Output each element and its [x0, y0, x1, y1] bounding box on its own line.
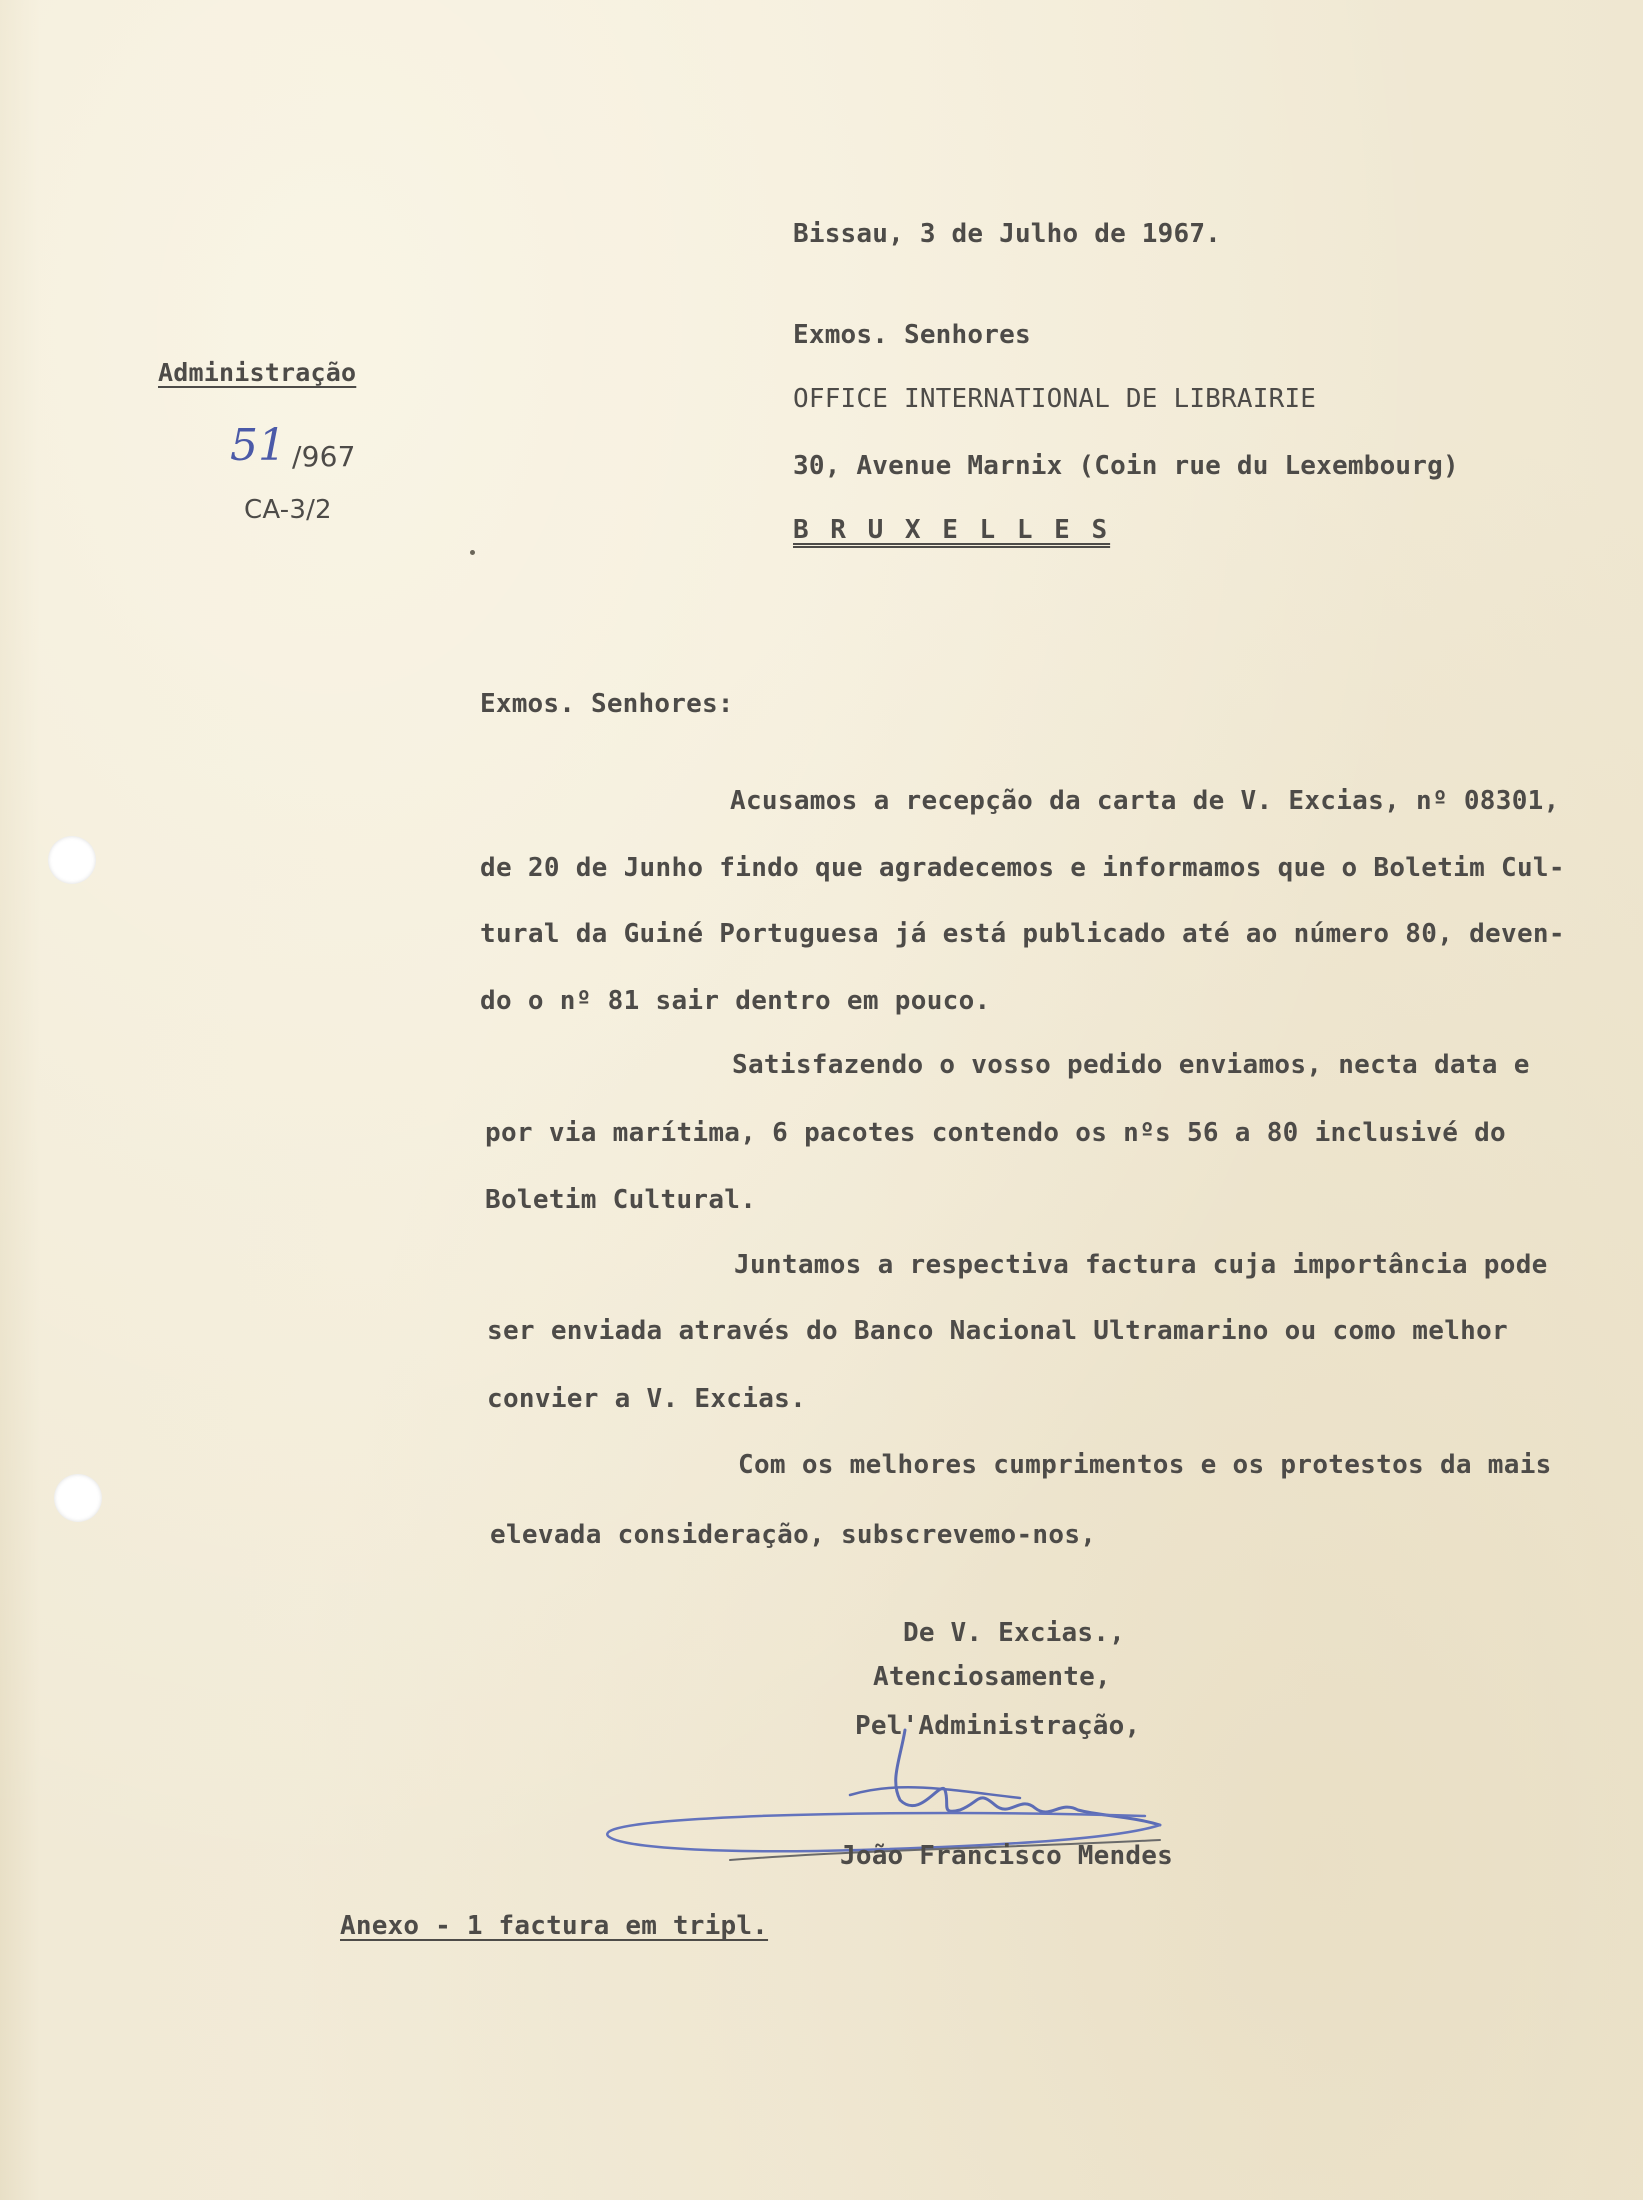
body-line: convier a V. Excias. [487, 1384, 807, 1414]
addressee-street: 30, Avenue Marnix (Coin rue du Lexembourg) [793, 451, 1459, 481]
letter-salutation: Exmos. Senhores: [480, 689, 734, 719]
body-line: Acusamos a recepção da carta de V. Excias, nº 08301, [730, 786, 1560, 816]
addressee-organization: OFFICE INTERNATIONAL DE LIBRAIRIE [793, 384, 1317, 414]
addressee-city: B R U X E L L E S [793, 515, 1111, 545]
closing-line-2: Atenciosamente, [873, 1662, 1111, 1692]
department-label: Administração [158, 358, 357, 387]
body-line: elevada consideração, subscrevemo-nos, [490, 1520, 1097, 1550]
body-line: Com os melhores cumprimentos e os protestos da mais [738, 1450, 1552, 1480]
body-line: do o nº 81 sair dentro em pouco. [480, 986, 991, 1016]
body-line: Juntamos a respectiva factura cuja importância pode [734, 1250, 1548, 1280]
date-line: Bissau, 3 de Julho de 1967. [793, 219, 1222, 249]
addressee-greeting: Exmos. Senhores [793, 320, 1031, 350]
punch-hole-top [48, 836, 96, 884]
annex-note: Anexo - 1 factura em tripl. [340, 1911, 769, 1941]
reference-code: CA-3/2 [244, 495, 332, 525]
body-line: ser enviada através do Banco Nacional Ultramarino ou como melhor [487, 1316, 1509, 1346]
body-line: por via marítima, 6 pacotes contendo os nºs 56 a 80 inclusivé do [485, 1118, 1507, 1148]
punch-hole-bottom [54, 1474, 102, 1522]
body-line: Boletim Cultural. [485, 1185, 757, 1215]
reference-number-handwritten: 51 [230, 420, 286, 471]
body-line: de 20 de Junho findo que agradecemos e informamos que o Boletim Cul- [480, 853, 1565, 883]
signatory-name: João Francisco Mendes [840, 1841, 1173, 1871]
stray-mark [470, 550, 475, 555]
closing-line-3: Pel'Administração, [855, 1711, 1141, 1741]
closing-line-1: De V. Excias., [903, 1618, 1125, 1648]
reference-year: /967 [292, 440, 356, 473]
body-line: tural da Guiné Portuguesa já está publicado até ao número 80, deven- [480, 919, 1565, 949]
body-line: Satisfazendo o vosso pedido enviamos, necta data e [732, 1050, 1530, 1080]
